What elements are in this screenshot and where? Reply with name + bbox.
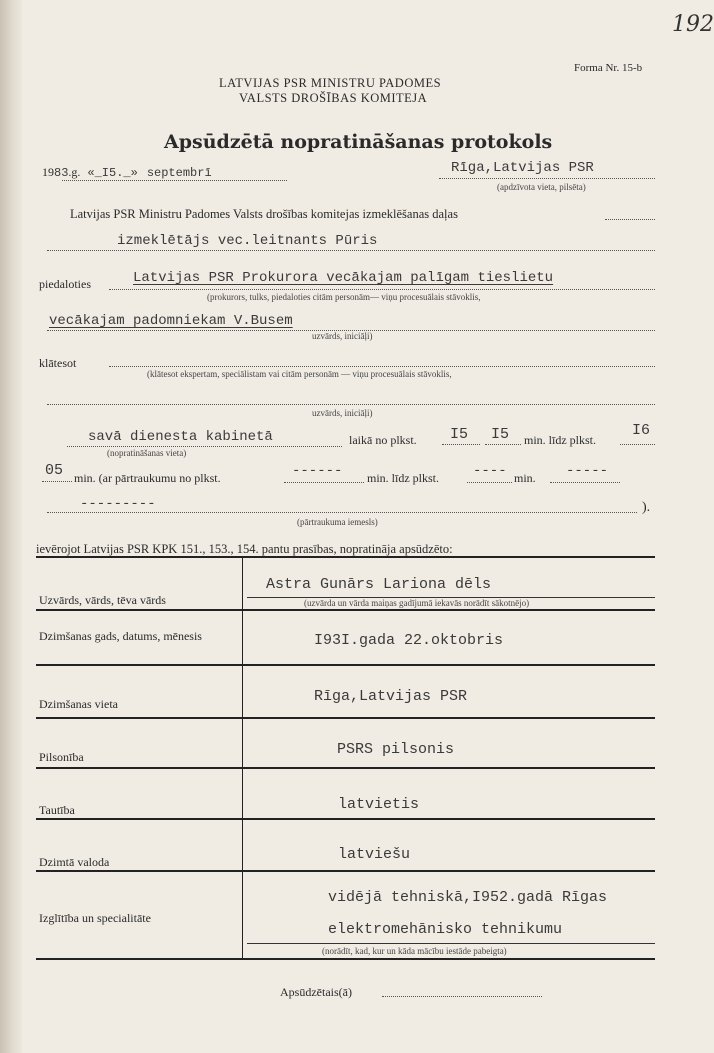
row-education-value-rule <box>247 943 655 944</box>
participation-caption: (prokurors, tulks, piedaloties citām personām— viņu procesuālais stāvoklis, <box>207 292 481 302</box>
from-min: I5 <box>491 426 510 443</box>
break-from: ------ <box>292 463 343 479</box>
break-to-min: ----- <box>566 463 609 479</box>
page-title: Apsūdzētā nopratināšanas protokols <box>164 131 553 153</box>
date-dotline <box>62 180 287 181</box>
row-name-note: (uzvārda un vārda maiņas gadījumā iekavās norādīt sākotnējo) <box>304 598 530 608</box>
break-to: ---- <box>473 463 507 479</box>
row-label-education: Izglītība un specialitāte <box>39 911 151 925</box>
participation-value-2: vecākajam padomniekam V.Busem <box>49 313 293 329</box>
row-value-nationality: latvietis <box>338 796 420 813</box>
to-min: 05 <box>45 462 64 479</box>
present-label: klātesot <box>39 356 77 370</box>
row-label-language: Dzimtā valoda <box>39 855 110 869</box>
place-value: Rīga,Latvijas PSR <box>451 160 594 176</box>
present-dotline <box>109 366 655 367</box>
from-hour-dotline <box>442 444 480 445</box>
table-divider <box>242 558 243 958</box>
participation-value: Latvijas PSR Prokurora vecākajam palīgam tieslietu <box>133 270 554 286</box>
table-top-rule <box>36 556 655 558</box>
committee-text: Latvijas PSR Ministru Padomes Valsts drošības komitejas izmeklēšanas daļas <box>70 207 458 221</box>
row-nationality-rule <box>36 818 655 820</box>
from-min-dotline <box>485 444 521 445</box>
day-value: «_I5._» <box>87 166 138 180</box>
form-number: Forma Nr. 15-b <box>574 62 643 74</box>
date-line: 1983.g. «_I5._» septembrī <box>42 165 212 180</box>
interrogation-place: savā dienesta kabinetā <box>88 429 273 445</box>
row-value-citizenship: PSRS pilsonis <box>337 741 455 758</box>
participation-label: piedaloties <box>39 277 91 291</box>
break-reason: --------- <box>80 496 156 512</box>
min-end-label: min. <box>514 471 536 485</box>
row-label-nationality: Tautība <box>39 803 75 817</box>
row-value-language: latviešu <box>338 846 411 863</box>
break-reason-dotline <box>47 512 637 513</box>
row-label-name: Uzvārds, vārds, tēva vārds <box>39 593 166 607</box>
from-hour: I5 <box>450 426 469 443</box>
present-caption: (klātesot ekspertam, speciālistam vai citām personām — viņu procesuālais stāvoklis, <box>147 369 452 379</box>
break-to-dotline <box>467 482 512 483</box>
place-dotline <box>439 178 655 179</box>
page-binding <box>0 0 22 1053</box>
signature-label: Apsūdzētais(ā) <box>280 985 352 999</box>
header-line-2: VALSTS DROŠĪBAS KOMITEJA <box>239 91 428 105</box>
present-caption-2: uzvārds, iniciāļi) <box>312 408 373 418</box>
time-from-label: laikā no plkst. <box>349 433 417 447</box>
participation-dotline <box>109 289 655 290</box>
row-label-birthdate: Dzimšanas gads, datums, mēnesis <box>39 629 202 643</box>
row-value-birthdate: I93I.gada 22.oktobris <box>314 632 504 649</box>
row-citizenship-rule <box>36 767 655 769</box>
break-to-min-dotline <box>550 482 620 483</box>
legal-text: ievērojot Latvijas PSR KPK 151., 153., 154. pantu prasības, nopratināja apsūdzēto: <box>36 542 453 556</box>
to-hour-dotline <box>620 444 655 445</box>
to-hour: I6 <box>632 422 651 439</box>
row-value-education-2: elektromehānisko tehnikumu <box>328 921 563 938</box>
min-until-label: min. līdz plkst. <box>524 433 596 447</box>
to-min-dotline <box>42 481 72 482</box>
protocol-page <box>22 0 714 1053</box>
row-education-rule <box>36 958 655 960</box>
closing-paren: ). <box>642 500 651 515</box>
interrogation-place-caption: (nopratināšanas vieta) <box>107 448 187 458</box>
row-value-education: vidējā tehniskā,I952.gadā Rīgas <box>328 889 608 906</box>
break-until-label: min. līdz plkst. <box>367 471 439 485</box>
row-language-rule <box>36 870 655 872</box>
row-value-birthplace: Rīga,Latvijas PSR <box>314 688 468 705</box>
row-birthdate-rule <box>36 664 655 666</box>
break-reason-caption: (pārtraukuma iemesls) <box>297 517 378 527</box>
row-name-rule <box>36 609 655 611</box>
interrogation-place-dotline <box>67 446 342 447</box>
committee-dotline <box>605 219 655 220</box>
row-value-name: Astra Gunārs Lariona dēls <box>266 576 492 593</box>
break-label: min. (ar pārtraukumu no plkst. <box>74 471 221 485</box>
investigator-value: izmeklētājs vec.leitnants Pūris <box>117 233 378 249</box>
header-line-1: LATVIJAS PSR MINISTRU PADOMES <box>219 76 442 90</box>
month-value: septembrī <box>146 166 212 180</box>
place-caption: (apdzīvota vieta, pilsēta) <box>497 182 586 192</box>
page-number: 192 <box>672 12 714 37</box>
year-value: 83 <box>54 166 69 180</box>
signature-dotline <box>382 996 542 997</box>
participation-caption-2: uzvārds, iniciāļi) <box>312 331 373 341</box>
row-birthplace-rule <box>36 717 655 719</box>
investigator-dotline <box>47 250 655 251</box>
row-label-citizenship: Pilsonība <box>39 750 84 764</box>
present-dotline-2 <box>47 404 655 405</box>
row-education-note: (norādīt, kad, kur un kāda mācību iestāde pabeigta) <box>322 946 507 956</box>
break-from-dotline <box>284 482 364 483</box>
row-label-birthplace: Dzimšanas vieta <box>39 697 118 711</box>
